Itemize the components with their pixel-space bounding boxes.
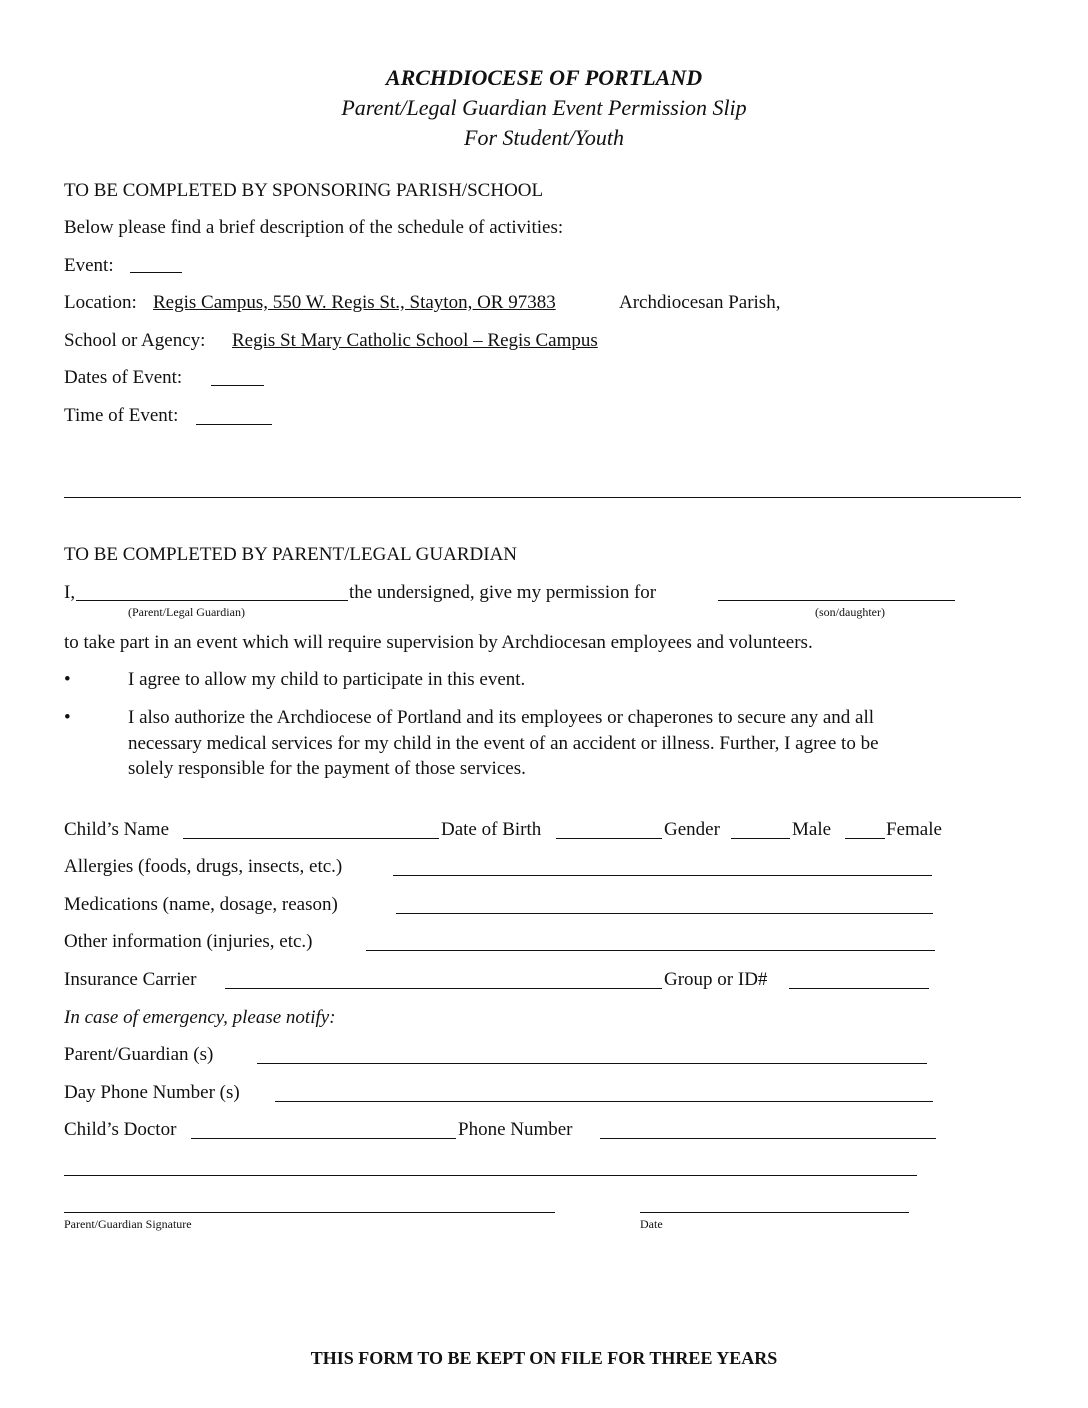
event-label: Event: xyxy=(64,255,114,276)
doctor-phone-field[interactable] xyxy=(600,1138,936,1139)
day-phone-field[interactable] xyxy=(275,1101,933,1102)
date-field[interactable] xyxy=(640,1212,909,1213)
location-suffix: Archdiocesan Parish, xyxy=(619,292,781,313)
group-id-field[interactable] xyxy=(789,988,929,989)
other-info-label: Other information (injuries, etc.) xyxy=(64,931,313,952)
female-field[interactable] xyxy=(845,838,885,839)
dob-field[interactable] xyxy=(556,838,662,839)
supervision-text: to take part in an event which will require supervision by Archdiocesan employees and volunteers. xyxy=(64,632,813,653)
emergency-heading: In case of emergency, please notify: xyxy=(64,1007,336,1028)
event-field[interactable] xyxy=(130,272,182,273)
dob-label: Date of Birth xyxy=(441,819,542,840)
form-subtitle: Parent/Legal Guardian Event Permission Slip xyxy=(341,95,747,120)
medications-label: Medications (name, dosage, reason) xyxy=(64,894,338,915)
signature-caption: Parent/Guardian Signature xyxy=(64,1217,192,1231)
location-label: Location: xyxy=(64,292,137,313)
insurance-label: Insurance Carrier xyxy=(64,969,197,990)
dates-label: Dates of Event: xyxy=(64,367,183,388)
guardian-section-heading: TO BE COMPLETED BY PARENT/LEGAL GUARDIAN xyxy=(64,544,518,565)
section-divider xyxy=(64,497,1021,498)
schedule-intro: Below please find a brief description of the schedule of activities: xyxy=(64,217,564,238)
child-permission-field[interactable] xyxy=(718,600,955,601)
date-caption: Date xyxy=(640,1217,663,1231)
other-info-field[interactable] xyxy=(366,950,935,951)
dates-field[interactable] xyxy=(211,385,264,386)
undersigned-text: the undersigned, give my permission for xyxy=(349,582,657,603)
retention-note: THIS FORM TO BE KEPT ON FILE FOR THREE YEARS xyxy=(310,1348,778,1368)
sponsor-section-heading: TO BE COMPLETED BY SPONSORING PARISH/SCHOOL xyxy=(64,180,544,201)
medications-field[interactable] xyxy=(396,913,933,914)
location-value: Regis Campus, 550 W. Regis St., Stayton, OR 97383 xyxy=(153,292,556,313)
bullet-marker: • xyxy=(64,669,71,690)
extra-line[interactable] xyxy=(64,1175,917,1176)
bullet-authorize-line2: necessary medical services for my child in the event of an accident or illness. Further, I agree to be xyxy=(128,733,879,754)
doctor-field[interactable] xyxy=(191,1138,456,1139)
guardian-caption: (Parent/Legal Guardian) xyxy=(128,605,245,619)
day-phone-label: Day Phone Number (s) xyxy=(64,1082,240,1103)
child-name-field[interactable] xyxy=(183,838,439,839)
allergies-field[interactable] xyxy=(393,875,932,876)
group-id-label: Group or ID# xyxy=(664,969,768,990)
time-field[interactable] xyxy=(196,424,272,425)
i-label: I, xyxy=(64,582,76,603)
agency-label: School or Agency: xyxy=(64,330,206,351)
gender-label: Gender xyxy=(664,819,720,840)
bullet-authorize-line1: I also authorize the Archdiocese of Portland and its employees or chaperones to secure any and all xyxy=(128,707,875,728)
bullet-authorize-line3: solely responsible for the payment of those services. xyxy=(128,758,526,779)
parent-guardian-label: Parent/Guardian (s) xyxy=(64,1044,214,1065)
male-label: Male xyxy=(792,819,832,840)
insurance-field[interactable] xyxy=(225,988,662,989)
doctor-phone-label: Phone Number xyxy=(458,1119,573,1140)
allergies-label: Allergies (foods, drugs, insects, etc.) xyxy=(64,856,343,877)
signature-field[interactable] xyxy=(64,1212,555,1213)
bullet-participate: I agree to allow my child to participate in this event. xyxy=(128,669,526,690)
agency-value: Regis St Mary Catholic School – Regis Campus xyxy=(232,330,598,351)
bullet-marker: • xyxy=(64,707,71,728)
child-name-label: Child’s Name xyxy=(64,819,170,840)
form-title: ARCHDIOCESE OF PORTLAND xyxy=(385,65,703,90)
time-label: Time of Event: xyxy=(64,405,179,426)
doctor-label: Child’s Doctor xyxy=(64,1119,177,1140)
child-caption: (son/daughter) xyxy=(815,605,885,619)
gender-field[interactable] xyxy=(731,838,790,839)
guardian-name-field[interactable] xyxy=(76,600,348,601)
parent-guardian-field[interactable] xyxy=(257,1063,927,1064)
female-label: Female xyxy=(886,819,942,840)
form-subtitle-audience: For Student/Youth xyxy=(464,125,624,150)
